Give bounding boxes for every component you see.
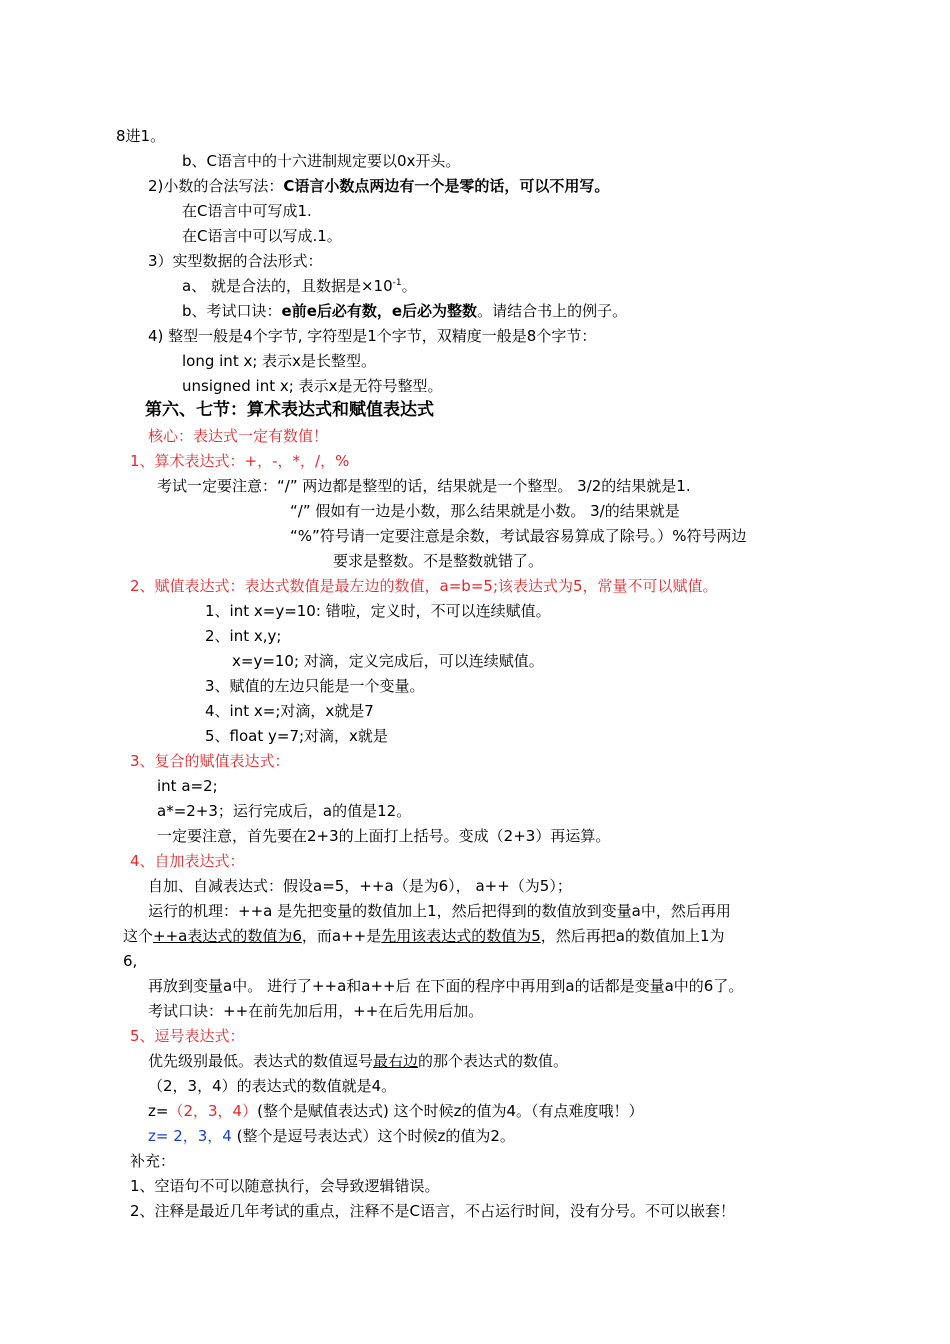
line-z-assign [148,1101,644,1121]
line-real-a [182,276,417,296]
line-supp-1 [130,1176,440,1196]
heading-arith [130,451,349,471]
line-decimal-example-1 [182,201,312,221]
text: b、C语言中的十六进制规定要以0x开头。 [182,152,461,170]
underlined-text: ++a表达式的数值为6 [153,927,302,945]
text: long int x; 表示x是长整型。 [182,352,377,370]
text: 第六、七节：算术表达式和赋值表达式 [145,400,434,420]
text: ，而a++是 [301,927,382,945]
text: 再放到变量a中。 进行了++a和a++后 在下面的程序中再用到a的话都是变量a中的6了。 [148,977,744,995]
text: b、考试口诀： [182,302,282,320]
line-assign-2 [205,626,281,646]
line-core [148,426,328,446]
text: 1、算术表达式：+，-，*，/，% [130,452,350,470]
text: ，然后再把a的数值加上1为 [540,927,725,945]
text: unsigned int x; 表示x是无符号整型。 [182,377,443,395]
text: 补充： [130,1152,176,1170]
line-decimal-rule [148,176,609,196]
text: 核心：表达式一定有数值！ [148,427,329,445]
text: 4、int x=;对滴，x就是7 [205,702,374,720]
text: 5、float y=7;对滴，x就是 [205,727,388,745]
text: z= [148,1102,169,1120]
text: (整个是赋值表达式) 这个时候z的值为4。（有点难度哦！） [257,1102,644,1120]
text: 2)小数的合法写法： [148,177,284,195]
text: 2、注释是最近几年考试的重点，注释不是C语言，不占运行时间，没有分号。不可以嵌套！ [130,1202,736,1220]
text: 3、赋值的左边只能是一个变量。 [205,677,425,695]
line-assign-1 [205,601,551,621]
line-assign-2b [232,651,544,671]
text: 。 [401,277,417,295]
text: 要求是整数。不是整数就错了。 [333,552,544,570]
text: 2、赋值表达式：表达式数值是最左边的数值，a=b=5;该表达式为5，常量不可以赋值。 [130,577,718,595]
line-a-times [157,801,411,821]
text: (整个是逗号表达式）这个时候z的值为2。 [231,1127,515,1145]
line-supplement [130,1151,175,1171]
text: 4、自加表达式： [130,852,245,870]
line-incr-mech [148,901,731,921]
line-incr-store [148,976,743,996]
line-mod [290,526,747,546]
line-int-a [157,776,218,796]
line-incr-six [123,951,137,971]
text: 。请结合书上的例子。 [477,302,628,320]
line-8-carry [116,126,165,146]
text: “/” 假如有一边是小数，那么结果就是小数。 3/的结果就是 [290,502,680,520]
text: int a=2; [157,777,218,795]
line-real-forms [148,251,323,271]
line-decimal-example-2 [182,226,342,246]
text: a*=2+3；运行完成后，a的值是12。 [157,802,412,820]
text: 的那个表达式的数值。 [418,1052,569,1070]
heading-comma [130,1026,245,1046]
text: 自加、自减表达式：假设a=5，++a（是为6）， a++（为5）； [148,877,572,895]
text: 在C语言中可以写成.1。 [182,227,342,245]
heading-compound [130,751,290,771]
line-div-float [290,501,680,521]
line-incr-mech-2 [123,926,725,946]
text: 8进1。 [116,127,166,145]
superscript: -1 [392,278,402,288]
line-comma-prec [148,1051,568,1071]
line-unsigned-int [182,376,442,396]
underlined-text: 最右边 [373,1052,419,1070]
line-real-b [182,301,627,321]
text: x=y=10; 对滴，定义完成后，可以连续赋值。 [232,652,544,670]
text: 6, [123,952,138,970]
text: 一定要注意，首先要在2+3的上面打上括号。变成（2+3）再运算。 [157,827,611,845]
text: “%”符号请一定要注意是余数，考试最容易算成了除号。）%符号两边 [290,527,747,545]
line-hex-rule [182,151,460,171]
text: 3、复合的赋值表达式： [130,752,290,770]
blue-text: z= 2，3，4 [148,1127,232,1145]
text: 考试口诀：++在前先加后用，++在后先用后加。 [148,1002,484,1020]
red-text: （2，3，4） [168,1102,258,1120]
line-assign-5 [205,726,388,746]
line-assign-4 [205,701,374,721]
bold-text: C语言小数点两边有一个是零的话，可以不用写。 [283,177,610,195]
text: a、 就是合法的，且数据是×10 [182,277,393,295]
text: （2，3，4）的表达式的数值就是4。 [148,1077,397,1095]
line-comma-example [148,1076,396,1096]
text: 2、int x,y; [205,627,282,645]
text: 考试一定要注意：“/” 两边都是整型的话，结果就是一个整型。 3/2的结果就是1. [157,477,691,495]
underlined-text: 先用该表达式的数值为5 [381,927,541,945]
line-z-comma [148,1126,515,1146]
text: 运行的机理：++a 是先把变量的数值加上1，然后把得到的数值放到变量a中，然后再用 [148,902,731,920]
line-parens [157,826,610,846]
heading-increment [130,851,245,871]
text: 在C语言中可写成1. [182,202,312,220]
line-mod-int [333,551,543,571]
line-long-int [182,351,376,371]
line-supp-2 [130,1201,735,1221]
line-div-int [157,476,691,496]
text: 5、逗号表达式： [130,1027,245,1045]
text: 这个 [123,927,154,945]
line-incr-def [148,876,572,896]
heading-assign [130,576,718,596]
text: 4) 整型一般是4个字节, 字符型是1个字节，双精度一般是8个字节： [148,327,597,345]
text: 1、int x=y=10: 错啦，定义时，不可以连续赋值。 [205,602,551,620]
line-assign-3 [205,676,425,696]
bold-text: e前e后必有数，e后必为整数 [281,302,478,320]
line-sizes [148,326,596,346]
section-heading [145,400,434,420]
line-incr-mnemonic [148,1001,483,1021]
text: 3）实型数据的合法形式： [148,252,323,270]
text: 1、空语句不可以随意执行，会导致逻辑错误。 [130,1177,440,1195]
text: 优先级别最低。表达式的数值逗号 [148,1052,374,1070]
